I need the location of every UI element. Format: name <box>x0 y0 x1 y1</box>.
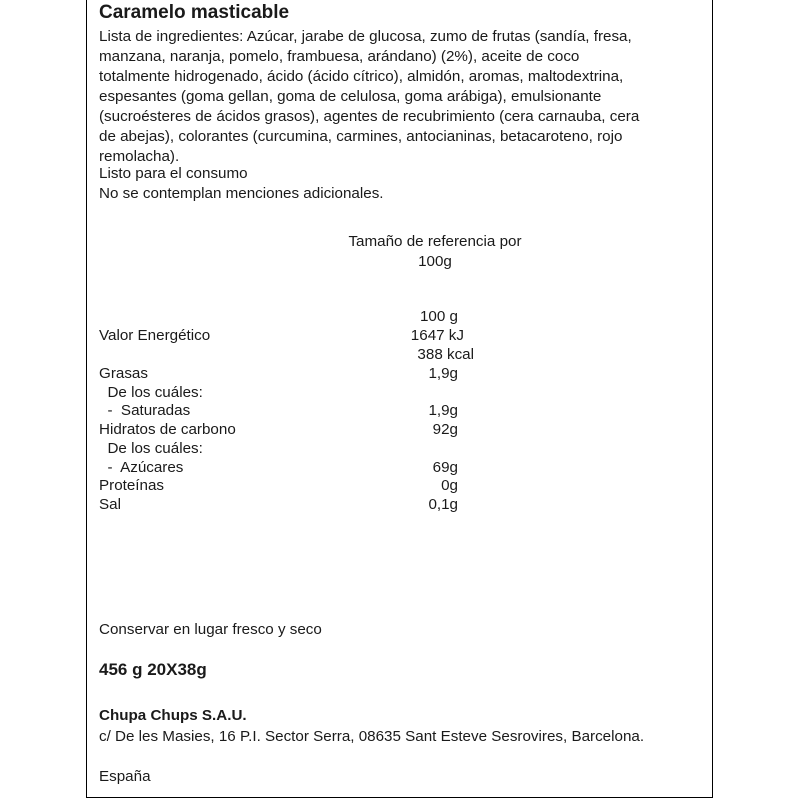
nutrient-label-salt: Sal <box>99 496 121 513</box>
ingredients-line: Lista de ingredientes: Azúcar, jarabe de glucosa, zumo de frutas (sandía, fresa, <box>99 28 632 45</box>
nutrient-label-sugars: - Azúcares <box>99 459 184 476</box>
ingredients-line: (sucroésteres de ácidos grasos), agentes de recubrimiento (cera carnauba, cera <box>99 108 640 125</box>
ingredients-line: remolacha). <box>99 148 180 165</box>
ingredients-line: de abejas), colorantes (curcumina, carmines, antocianinas, betacaroteno, rojo <box>99 128 623 145</box>
country-of-origin: España <box>99 768 151 785</box>
ingredients-line: totalmente hidrogenado, ácido (ácido cítrico), almidón, aromas, maltodextrina, <box>99 68 624 85</box>
energy-label: Valor Energético <box>99 327 211 344</box>
ingredients-line: espesantes (goma gellan, goma de celulosa, goma arábiga), emulsionante <box>99 88 602 105</box>
nutrient-value-protein: 0g <box>441 477 458 494</box>
nutrient-value-carbs: 92g <box>432 421 458 438</box>
ingredients-list <box>99 27 699 167</box>
company-name: Chupa Chups S.A.U. <box>99 707 247 724</box>
reference-size-header: Tamaño de referencia por <box>348 233 522 250</box>
nutrient-sublabel: De los cuáles: <box>99 384 203 401</box>
ready-to-eat-note: Listo para el consumo <box>99 165 248 182</box>
storage-instructions: Conservar en lugar fresco y seco <box>99 621 322 638</box>
company-address: c/ De les Masies, 16 P.I. Sector Serra, 08635 Sant Esteve Sesrovires, Barcelona. <box>99 728 645 745</box>
reference-size-value: 100g <box>418 253 452 270</box>
energy-kj-value: 1647 kJ <box>410 327 464 344</box>
nutrient-value-sugars: 69g <box>432 459 458 476</box>
energy-kcal-value: 388 kcal <box>417 346 474 363</box>
nutrition-column-header: 100 g <box>419 308 458 325</box>
no-mentions-note: No se contemplan menciones adicionales. <box>99 185 384 202</box>
product-title: Caramelo masticable <box>99 2 290 23</box>
nutrient-value-salt: 0,1g <box>428 496 458 513</box>
nutrient-label-fat: Grasas <box>99 365 148 382</box>
ingredients-line: manzana, naranja, pomelo, frambuesa, arándano) (2%), aceite de coco <box>99 48 580 65</box>
nutrient-value-saturated: 1,9g <box>428 402 458 419</box>
nutrient-value-fat: 1,9g <box>428 365 458 382</box>
nutrient-label-saturated: - Saturadas <box>99 402 191 419</box>
nutrient-label-carbs: Hidratos de carbono <box>99 421 236 438</box>
nutrient-label-protein: Proteínas <box>99 477 165 494</box>
nutrient-sublabel: De los cuáles: <box>99 440 203 457</box>
net-weight: 456 g 20X38g <box>99 660 207 679</box>
